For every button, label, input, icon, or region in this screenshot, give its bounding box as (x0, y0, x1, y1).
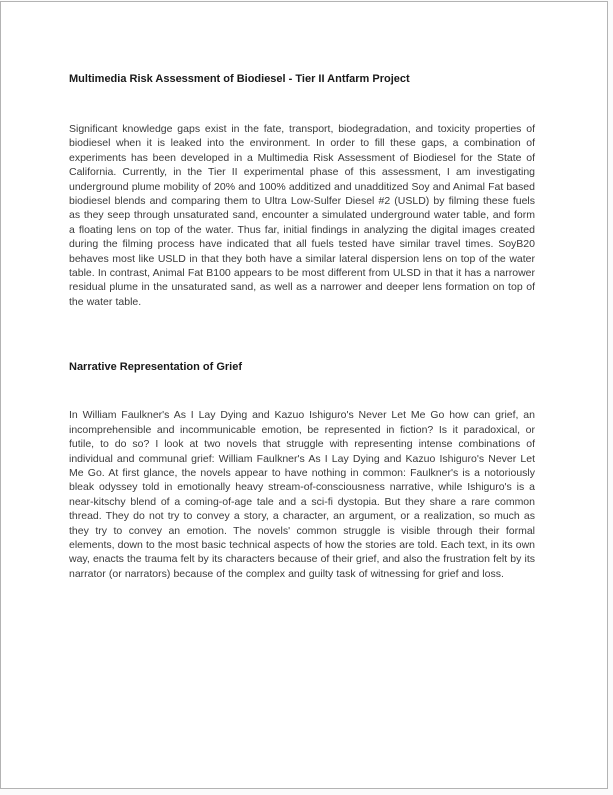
paragraph-biodiesel-project: Significant knowledge gaps exist in the fate, transport, biodegradation, and toxicity properties of biodiesel when it is leaked into the environment. In order to fill these gaps, a combination of experiments has been developed in a Multimedia Risk Assessment of Biodiesel for the State of California. Currently, in the Tier II experimental phase of this assessment, I am investigating underground plume mobility of 20% and 100% additized and unadditized Soy and Animal Fat based biodiesel blends and comparing them to Ultra Low-Sulfer Diesel #2 (USLD) by filming these fuels as they seep through unsaturated sand, encounter a simulated underground water table, and form a floating lens on top of the water. Thus far, initial findings in analyzing the digital images created during the filming process have indicated that all fuels tested have similar travel times. SoyB20 behaves most like USLD in that they both have a similar lateral dispersion lens on top of the water table. In contrast, Animal Fat B100 appears to be most different from ULSD in that it has a narrower residual plume in the unsaturated sand, as well as a narrower and deeper lens formation on top of the water table. (69, 123, 535, 308)
paragraph-grief-representation: In William Faulkner's As I Lay Dying and Kazuo Ishiguro's Never Let Me Go how can grief, an incomprehensible and incommunicable emotion, be represented in fiction? Is it paradoxical, or futile, to do so? I look at two novels that struggle with representing intense combinations of individual and communal grief: William Faulkner's As I Lay Dying and Kazuo Ishiguro's Never Let Me Go. At first glance, the novels appear to have nothing in common: Faulkner's is a notoriously bleak odyssey told in emotionally heavy stream-of-consciousness narrative, while Ishiguro's is a near-kitschy blend of a coming-of-age tale and a sci-fi dystopia. But they share a rare common thread. They do not try to convey a story, a character, an argument, or a realization, so much as they try to convey an emotion. The novels' common struggle is visible through their formal elements, down to the most basic technical aspects of how the stories are told. Each text, in its own way, enacts the trauma felt by its characters because of their grief, and also the frustration felt by its narrator (or narrators) because of the complex and guilty task of witnessing for grief and loss. (69, 409, 535, 580)
document-content (1, 2, 607, 581)
section-biodiesel (69, 73, 535, 309)
heading-grief-representation: Narrative Representation of Grief (69, 361, 242, 374)
section-grief (69, 361, 535, 581)
document-page (0, 1, 608, 789)
heading-biodiesel-project: Multimedia Risk Assessment of Biodiesel - Tier II Antfarm Project (69, 73, 410, 85)
